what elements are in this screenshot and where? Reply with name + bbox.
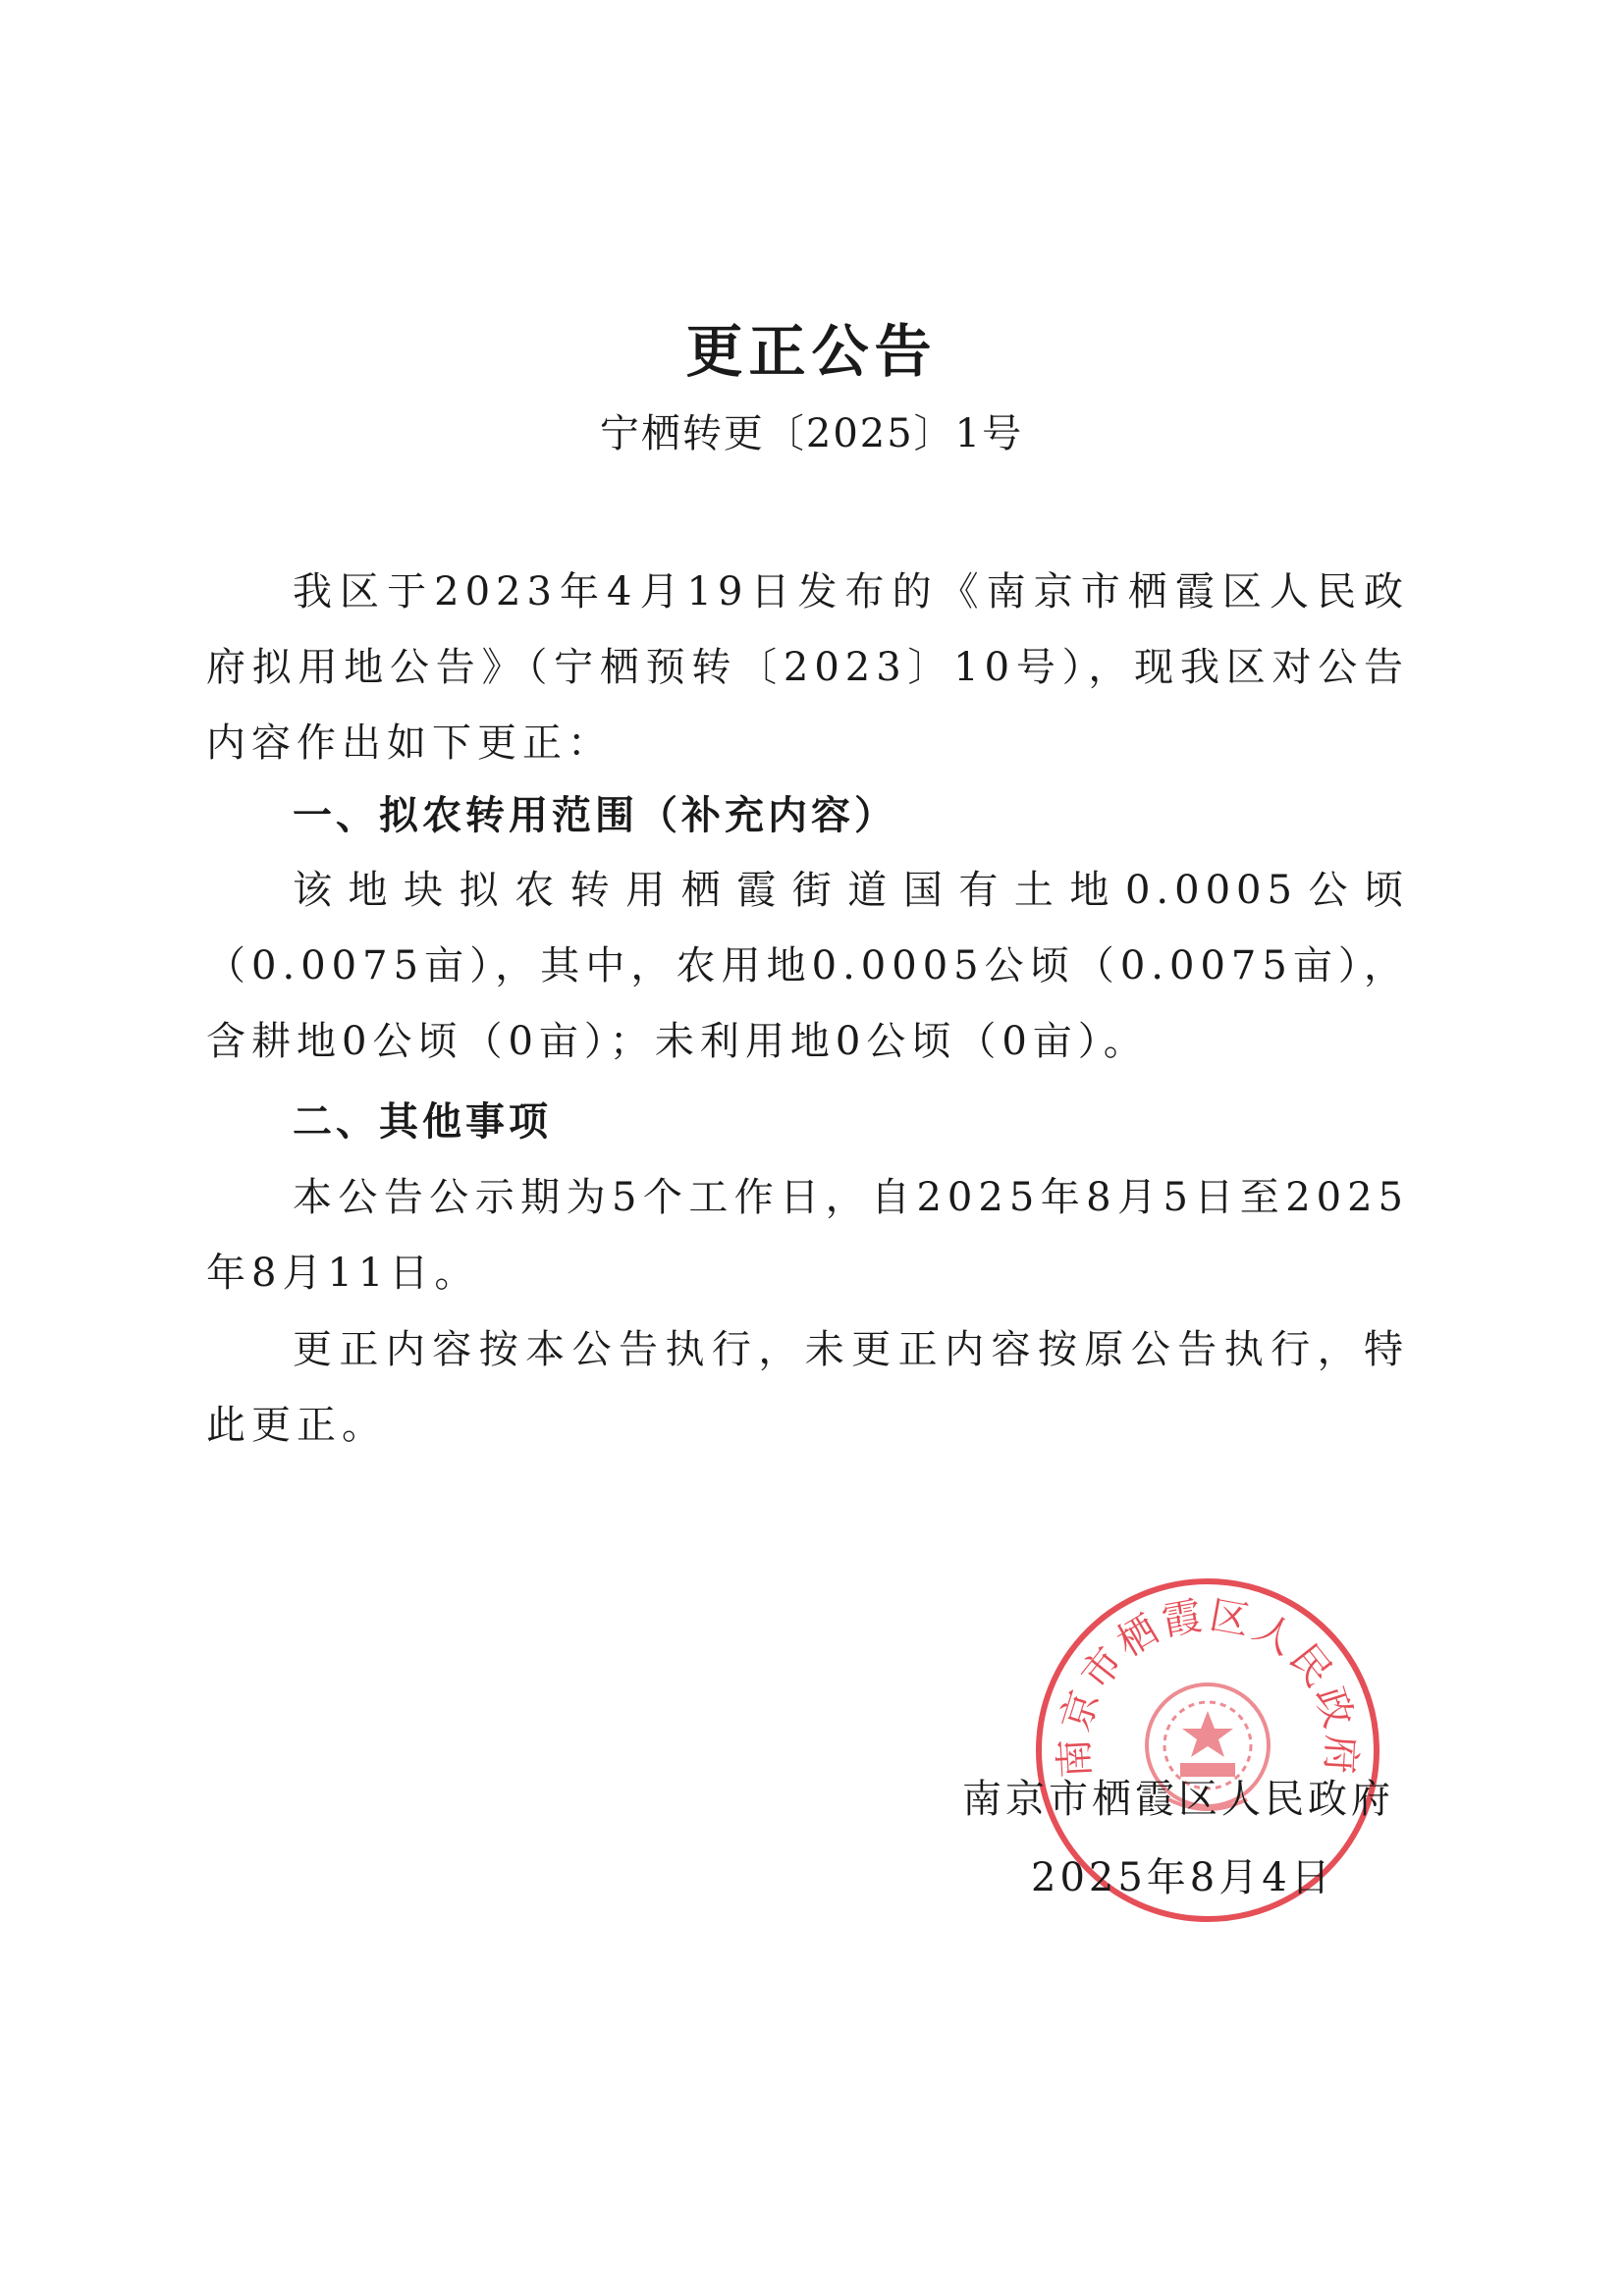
signature-organization: 南京市栖霞区人民政府: [962, 1777, 1394, 1822]
intro-text: 我区于2023年4月19日发布的《南京市栖霞区人民政府拟用地公告》（宁栖预转〔2023〕10号），现我区对公告内容作出如下更正：: [206, 569, 1409, 766]
section1-body-block: [206, 853, 1409, 1080]
section1-heading: 一、拟农转用范围（补充内容）: [293, 793, 897, 838]
document-number: 宁栖转更〔2025〕1号: [599, 411, 1024, 456]
section2-heading-block: [206, 1085, 1409, 1160]
section1-body: 该地块拟农转用栖霞街道国有土地0.0005公顷（0.0075亩），其中，农用地0.0005公顷（0.0075亩），含耕地0公顷（0亩）；未利用地0公顷（0亩）。: [206, 868, 1409, 1064]
closing-block: [206, 1312, 1409, 1464]
closing-text: 更正内容按本公告执行，未更正内容按原公告执行，特此更正。: [206, 1327, 1409, 1448]
document-title: 更正公告: [685, 318, 938, 385]
section2-body: 本公告公示期为5个工作日，自2025年8月5日至2025年8月11日。: [206, 1175, 1409, 1296]
seal-text: 南京市栖霞区人民政府: [1052, 1592, 1364, 1780]
intro-paragraph: [206, 555, 1409, 781]
section1-heading-block: [206, 778, 1409, 854]
section2-body-block: [206, 1160, 1409, 1311]
section2-heading: 二、其他事项: [293, 1099, 552, 1145]
signature-date: 2025年8月4日: [1031, 1855, 1334, 1900]
